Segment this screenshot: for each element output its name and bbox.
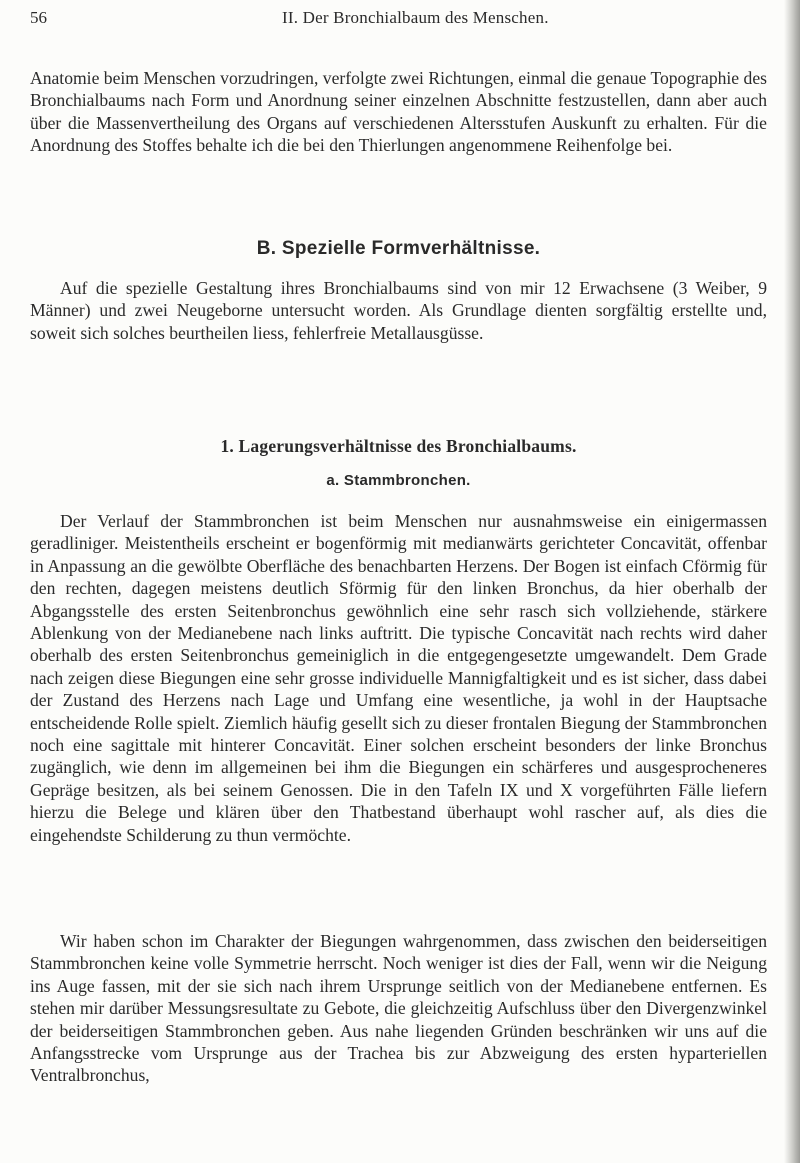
running-header (30, 8, 770, 34)
page-number: 56 (30, 8, 47, 27)
paragraph-symmetry: Wir haben schon im Charakter der Biegungen wahrgenommen, dass zwischen den beiderseitigen Stammbronchen keine volle Symmetrie herrscht. Noch weniger ist dies der Fall, wenn wir die Neigung ins Auge fassen, mit der sie sich nach ihrem Ursprunge seitlich von der Medianebene entfernen. Es stehen mir darüber Messungsresultate zu Gebote, die gleichzeitig Aufschluss über den Divergenzwinkel der beiderseitigen Stammbronchen geben. Aus nahe liegenden Gründen beschränken wir uns auf die Anfangsstrecke vom Ursprunge aus der Trachea bis zur Abzweigung des ersten hyparteriellen Ventralbronchus, (30, 931, 767, 1086)
subsubsection-heading: a. Stammbronchen. (326, 472, 471, 489)
paragraph-stammbronchen-course: Der Verlauf der Stammbronchen ist beim Menschen nur ausnahmsweise ein einigermassen geradliniger. Meistentheils erscheint er bogenförmig mit medianwärts gerichteter Concavität, offenbar in Anpassung an die gewölbte Oberfläche des benachbarten Herzens. Der Bogen ist einfach Cförmig für den rechten, dagegen meistens deutlich Sförmig für den linken Bronchus, da hier oberhalb der Abgangsstelle des ersten Seitenbronchus gewöhnlich eine sehr rasch sich vollziehende, stärkere Ablenkung von der Medianebene nach links auftritt. Die typische Concavität nach rechts wird daher oberhalb des ersten Seitenbronchus gemeiniglich in die entgegengesetzte umgewandelt. Dem Grade nach zeigen diese Biegungen eine sehr grosse individuelle Mannigfaltigkeit und es ist sicher, dass dabei der Zustand des Herzens nach Lage und Umfang eine wesentliche, ja wohl in der Hauptsache entscheidende Rolle spielt. Ziemlich häufig gesellt sich zu dieser frontalen Biegung der Stammbronchen noch eine sagittale mit hinterer Concavität. Einer solchen erscheint besonders der linke Bronchus zugänglich, wie denn im allgemeinen bei ihm die Biegungen ein schärferes und ausgesprocheneres Gepräge besitzen, als bei seinem Genossen. Die in den Tafeln IX und X vorgeführten Fälle liefern hierzu die Belege und klären über den Thatbestand überhaupt wohl rascher auf, als dies die eingehendste Schilderung zu thun vermöchte. (30, 511, 767, 845)
subsection-heading: 1. Lagerungsverhältnisse des Bronchialbaums. (220, 436, 577, 456)
running-title: II. Der Bronchialbaum des Menschen. (282, 8, 549, 27)
paragraph-intro-continuation: Anatomie beim Menschen vorzudringen, verfolgte zwei Richtungen, einmal die genaue Topographie des Bronchialbaums nach Form und Anordnung seiner einzelnen Abschnitte festzustellen, dann aber auch über die Massenvertheilung des Organs auf verschiedenen Altersstufen Auskunft zu erhalten. Für die Anordnung des Stoffes behalte ich die bei den Thierlungen angenommene Reihenfolge bei. (30, 68, 767, 156)
section-heading: B. Spezielle Formverhältnisse. (256, 238, 541, 259)
paragraph-material: Auf die spezielle Gestaltung ihres Bronchialbaums sind von mir 12 Erwachsene (3 Weiber, 9 Männer) und zwei Neugeborne untersucht worden. Als Grundlage dienten sorgfältig erstellte und, soweit sich solches beurtheilen liess, fehlerfreie Metallausgüsse. (30, 278, 767, 343)
page-edge-shadow (784, 0, 800, 1163)
